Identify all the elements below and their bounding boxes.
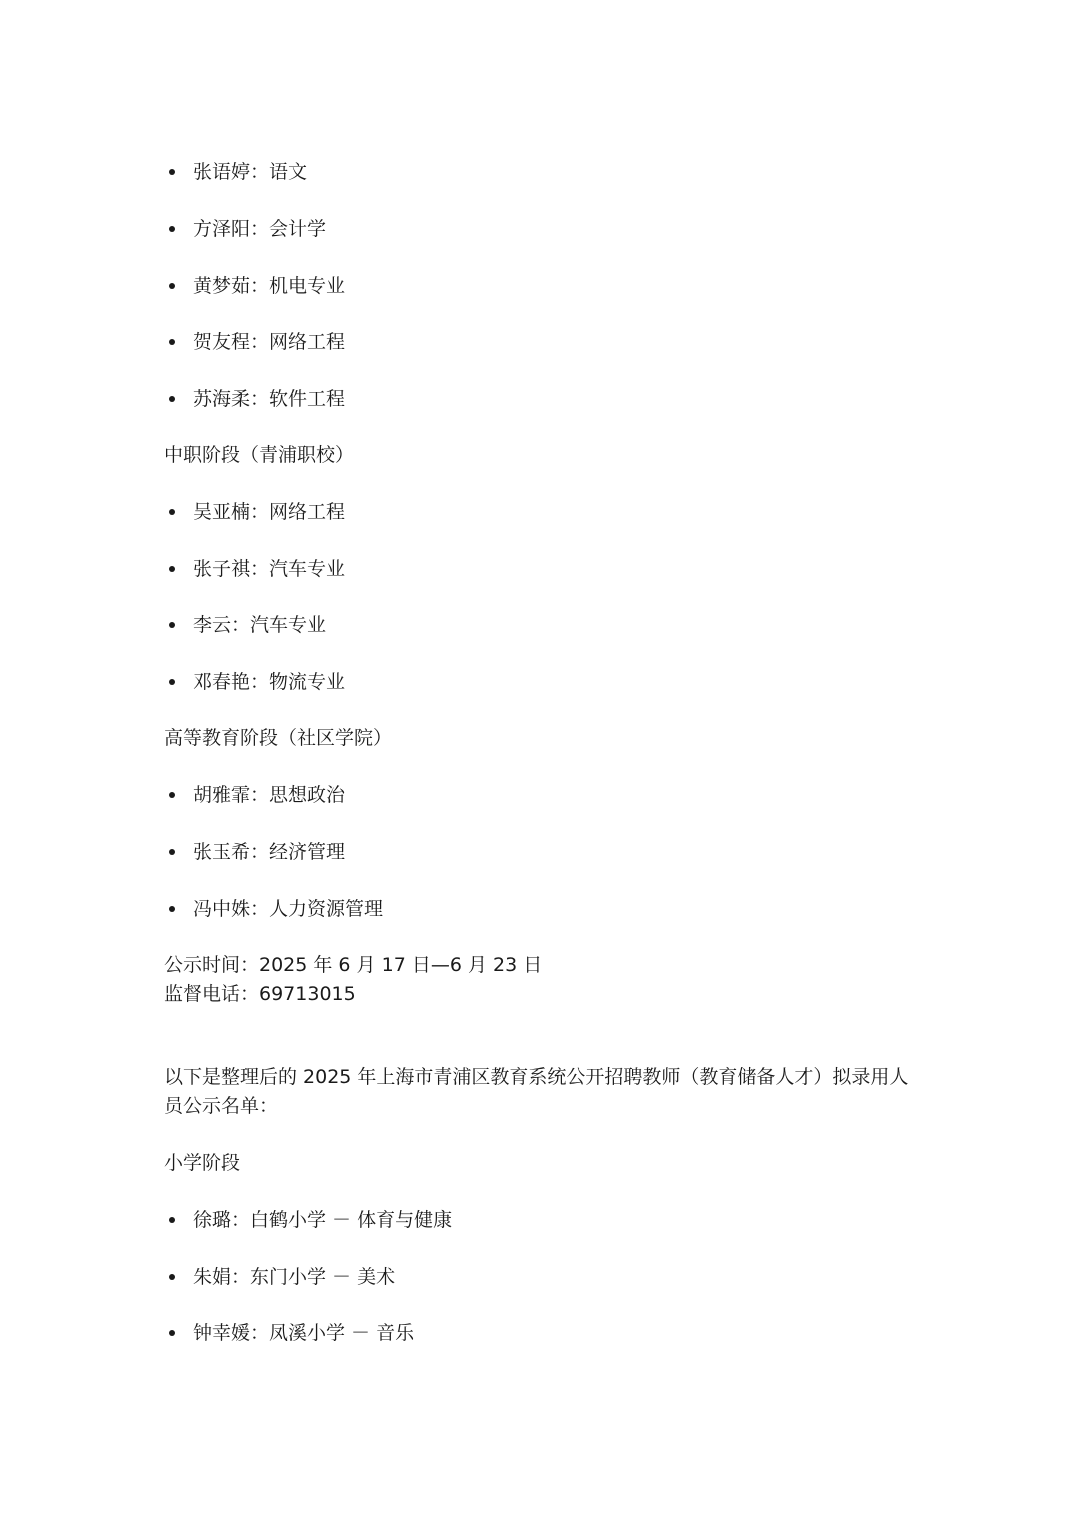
section-heading-gaodeng: 高等教育阶段（社区学院）: [164, 727, 393, 749]
list-item-text: 张语婷：语文: [193, 161, 308, 183]
list-item-text: 张子祺：汽车专业: [193, 558, 346, 580]
list-item-text: 胡雅霏：思想政治: [193, 784, 346, 806]
list-item-text: 苏海柔：软件工程: [193, 388, 346, 410]
bullet-icon: [169, 849, 175, 855]
bullet-icon: [169, 283, 175, 289]
bullet-icon: [169, 1217, 175, 1223]
list-item-text: 李云：汽车专业: [193, 614, 327, 636]
list-item-text: 冯中姝：人力资源管理: [193, 898, 384, 920]
list-item-text: 徐璐：白鹤小学 － 体育与健康: [193, 1209, 453, 1231]
bullet-icon: [169, 509, 175, 515]
supervision-hotline: 监督电话：69713015: [164, 983, 356, 1005]
list-item-text: 张玉希：经济管理: [193, 841, 346, 863]
bullet-icon: [169, 226, 175, 232]
bullet-icon: [169, 339, 175, 345]
bullet-icon: [169, 622, 175, 628]
bullet-icon: [169, 396, 175, 402]
list-item-text: 贺友程：网络工程: [193, 331, 346, 353]
bullet-icon: [169, 679, 175, 685]
list-item-text: 吴亚楠：网络工程: [193, 501, 346, 523]
list-item-text: 邓春艳：物流专业: [193, 671, 346, 693]
bullet-icon: [169, 792, 175, 798]
list-item-text: 钟幸媛：凤溪小学 － 音乐: [193, 1322, 415, 1344]
bullet-icon: [169, 906, 175, 912]
list-item-text: 黄梦茹：机电专业: [193, 275, 346, 297]
intro-paragraph: 以下是整理后的 2025 年上海市青浦区教育系统公开招聘教师（教育储备人才）拟录用人员公示名单：: [164, 1066, 909, 1117]
bullet-icon: [169, 1274, 175, 1280]
section-heading-zhongzhi: 中职阶段（青浦职校）: [164, 444, 355, 466]
public-time: 公示时间：2025 年 6 月 17 日—6 月 23 日: [164, 954, 543, 976]
list-item-text: 朱娟：东门小学 － 美术: [193, 1266, 396, 1288]
list-item-text: 方泽阳：会计学: [193, 218, 327, 240]
section-heading-xiaoxue: 小学阶段: [164, 1152, 241, 1174]
bullet-icon: [169, 169, 175, 175]
bullet-icon: [169, 566, 175, 572]
bullet-icon: [169, 1330, 175, 1336]
